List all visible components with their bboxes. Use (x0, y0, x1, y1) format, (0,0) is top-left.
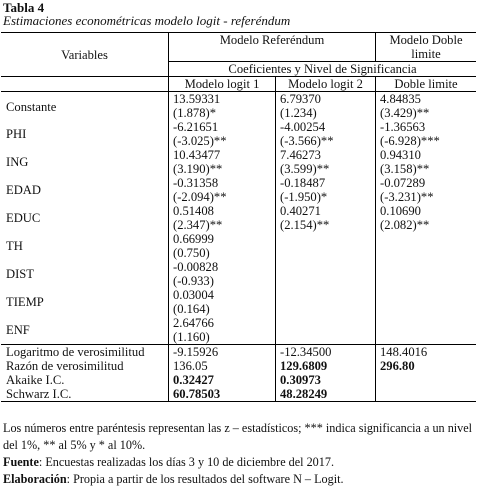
cell: (-3.566)** (276, 134, 376, 148)
cell (276, 288, 376, 302)
header-group-doble: Modelo Doble limite (376, 33, 477, 62)
stat-label: Akaike I.C. (6, 373, 65, 387)
cell (376, 387, 477, 402)
cell: (2.082)** (376, 218, 477, 232)
fuente-text: : Encuestas realizadas los días 3 y 10 de diciembre del 2017. (38, 455, 335, 469)
cell (376, 316, 477, 330)
stat-label: Logaritmo de verosimilitud (1, 345, 169, 360)
cell: 296.80 (376, 359, 477, 373)
table-notes (3, 420, 475, 488)
cell: 4.84835 (376, 92, 477, 107)
row-label: EDAD (6, 183, 41, 197)
row-label: DIST (6, 267, 34, 281)
cell (376, 246, 477, 260)
significance-note: Los números entre paréntesis representan las z – estadísticos; *** indica significancia a un nivel del 1%, ** al 5% y * al 10%. (3, 421, 473, 452)
cell: 60.78503 (169, 387, 276, 402)
cell: (1.160) (169, 330, 276, 345)
cell: 13.59331 (169, 92, 276, 107)
header-group-referendum: Modelo Referéndum (169, 33, 376, 62)
cell (376, 330, 477, 345)
stat-label: Schwarz I.C. (1, 387, 169, 402)
cell: (3.158)** (376, 162, 477, 176)
cell: (1.234) (276, 106, 376, 120)
cell: (-0.933) (169, 274, 276, 288)
cell: 0.30973 (276, 373, 376, 387)
regression-table (1, 32, 476, 402)
cell: 0.66999 (169, 232, 276, 246)
cell: (2.347)** (169, 218, 276, 232)
header-subheader: Coeficientes y Nivel de Significancia (169, 62, 477, 77)
cell: -4.00254 (276, 120, 376, 134)
elaboracion-note (3, 471, 475, 488)
cell (276, 330, 376, 345)
elaboracion-text: : Propia a partir de los resultados del software N – Logit. (66, 472, 344, 486)
row-label: ING (6, 155, 29, 169)
cell (376, 260, 477, 274)
header-variables: Variables (1, 33, 169, 77)
cell (376, 302, 477, 316)
row-label: TH (6, 239, 23, 253)
cell (276, 274, 376, 288)
cell: 10.43477 (169, 148, 276, 162)
cell: (-6.928)*** (376, 134, 477, 148)
row-label: Constante (6, 100, 57, 114)
cell (276, 302, 376, 316)
cell: (0.164) (169, 302, 276, 316)
row-label: PHI (6, 127, 27, 141)
cell (276, 232, 376, 246)
cell: 48.28249 (276, 387, 376, 402)
stat-label: Razón de verosimilitud (6, 359, 124, 373)
cell: 0.40271 (276, 204, 376, 218)
cell: -0.07289 (376, 176, 477, 190)
cell: 6.79370 (276, 92, 376, 107)
cell: (-3.025)** (169, 134, 276, 148)
fuente-note (3, 454, 475, 471)
table-title: Tabla 4 (3, 0, 45, 15)
cell: (3.599)** (276, 162, 376, 176)
cell: (3.190)** (169, 162, 276, 176)
cell: (3.429)** (376, 106, 477, 120)
cell: -0.18487 (276, 176, 376, 190)
cell: (1.878)* (169, 106, 276, 120)
cell: 0.03004 (169, 288, 276, 302)
cell: -0.31358 (169, 176, 276, 190)
cell (276, 260, 376, 274)
cell (376, 232, 477, 246)
cell (376, 288, 477, 302)
cell: -9.15926 (169, 345, 276, 360)
cell: (2.154)** (276, 218, 376, 232)
header-col2: Modelo logit 2 (276, 77, 376, 92)
header-col1: Modelo logit 1 (169, 77, 276, 92)
cell: -6.21651 (169, 120, 276, 134)
cell: -1.36563 (376, 120, 477, 134)
cell: 0.32427 (169, 373, 276, 387)
cell: 2.64766 (169, 316, 276, 330)
cell (276, 316, 376, 330)
row-label: ENF (6, 323, 30, 337)
cell: (-1.950)* (276, 190, 376, 204)
cell (276, 246, 376, 260)
cell: 7.46273 (276, 148, 376, 162)
row-label: EDUC (6, 211, 41, 225)
cell: 136.05 (169, 359, 276, 373)
fuente-label: Fuente (3, 455, 39, 469)
header-col3: Doble limite (376, 77, 477, 92)
row-label: TIEMP (6, 295, 44, 309)
table-subtitle: Estimaciones econométricas modelo logit - referéndum (3, 13, 291, 28)
cell (376, 274, 477, 288)
cell: 129.6809 (276, 359, 376, 373)
elaboracion-label: Elaboración (3, 472, 67, 486)
cell (376, 373, 477, 387)
cell: 0.10690 (376, 204, 477, 218)
cell: -12.34500 (276, 345, 376, 360)
cell: (-2.094)** (169, 190, 276, 204)
cell: -0.00828 (169, 260, 276, 274)
cell: 0.94310 (376, 148, 477, 162)
cell: (-3.231)** (376, 190, 477, 204)
cell: 0.51408 (169, 204, 276, 218)
cell: (0.750) (169, 246, 276, 260)
cell: 148.4016 (376, 345, 477, 360)
